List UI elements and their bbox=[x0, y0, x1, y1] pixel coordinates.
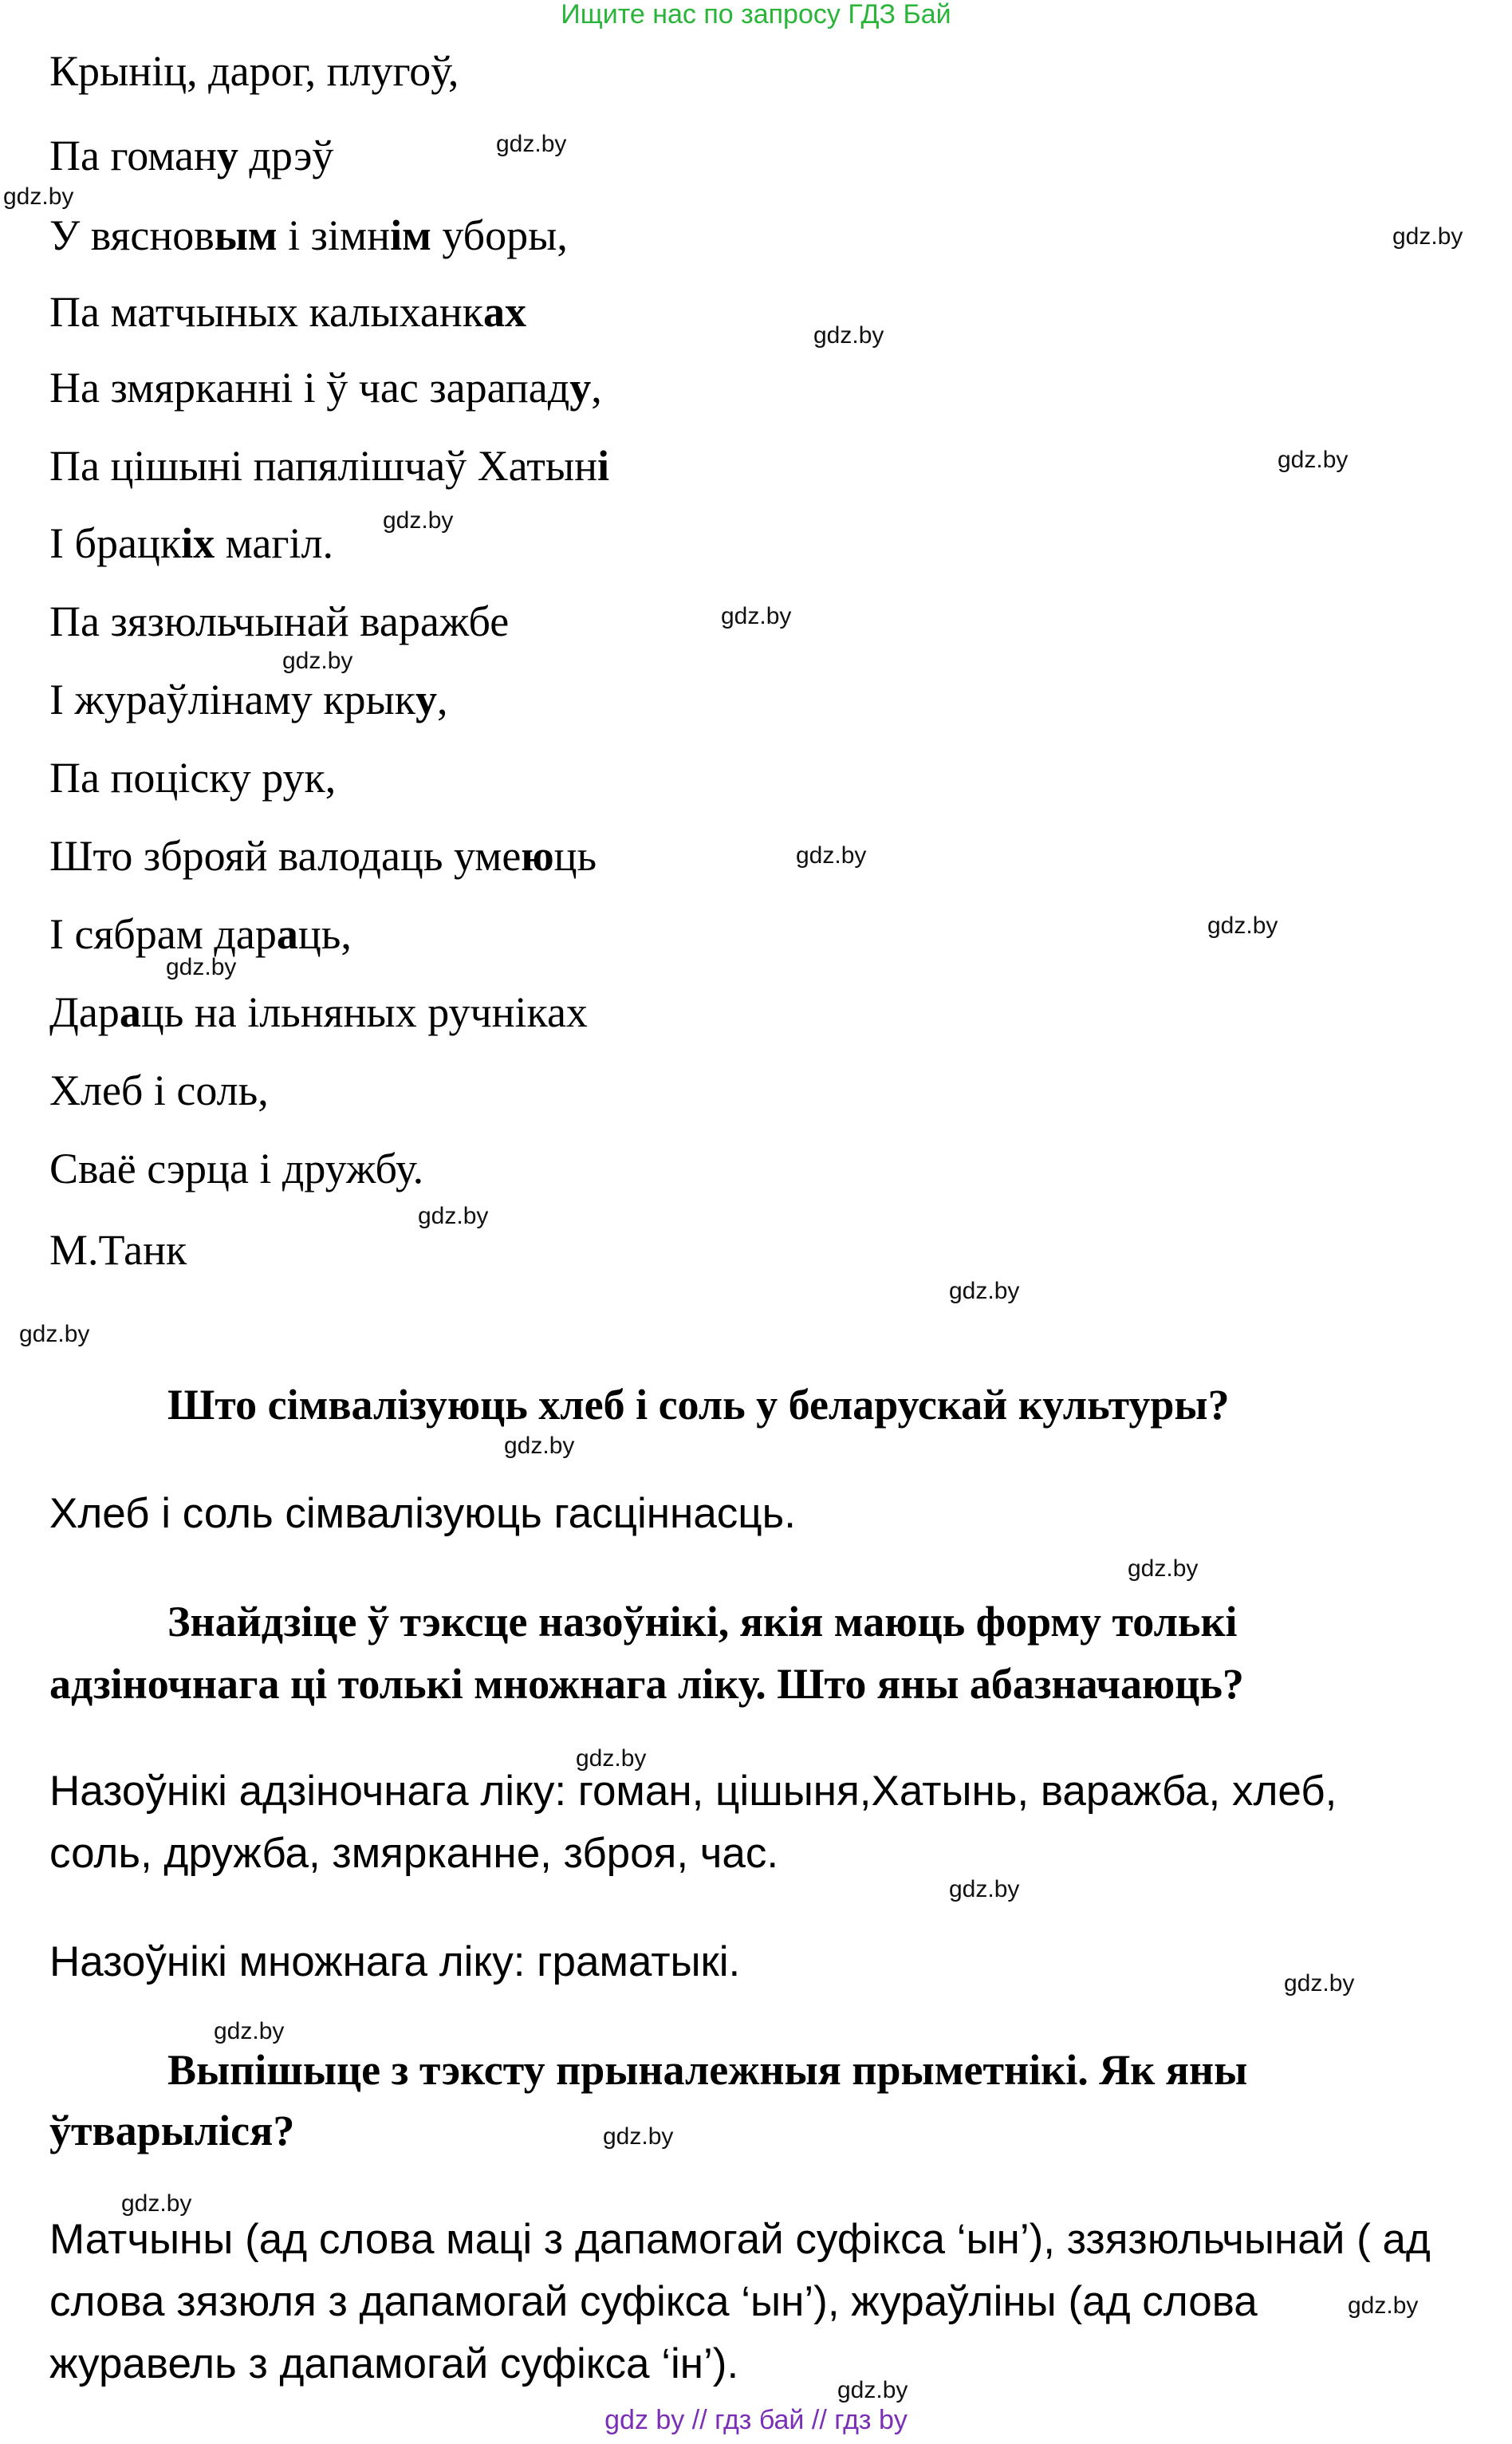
footer-links: gdz by // гдз бай // гдз by bbox=[604, 2405, 908, 2435]
poem-line: Сваё сэрца і дружбу. bbox=[49, 1145, 424, 1192]
watermark: gdz.by bbox=[504, 1433, 575, 1459]
poem-line: Дараць на ільняных ручніках bbox=[49, 988, 588, 1036]
watermark: gdz.by bbox=[949, 1278, 1020, 1304]
watermark: gdz.by bbox=[796, 842, 867, 869]
poem-line: І брацкіх магіл. bbox=[49, 519, 333, 567]
answer-2-plural: Назоўнікі множнага ліку: граматыкі. bbox=[49, 1938, 741, 1985]
watermark: gdz.by bbox=[603, 2123, 674, 2150]
watermark: gdz.by bbox=[496, 131, 567, 157]
question-2-line-2: адзіночнага ці толькі множнага ліку. Што яны абазначаюць? bbox=[49, 1660, 1244, 1708]
watermark: gdz.by bbox=[721, 603, 792, 629]
watermark: gdz.by bbox=[3, 183, 74, 210]
question-1: Што сімвалізуюць хлеб і соль у беларускай культуры? bbox=[167, 1381, 1230, 1429]
watermark: gdz.by bbox=[214, 2018, 285, 2044]
watermark: gdz.by bbox=[166, 954, 237, 980]
poem-line: На змярканні і ў час зарападу, bbox=[49, 364, 602, 412]
poem-line: І сябрам дараць, bbox=[49, 910, 352, 958]
watermark: gdz.by bbox=[383, 507, 454, 534]
watermark: gdz.by bbox=[1128, 1555, 1199, 1582]
search-banner: Ищите нас по запросу ГДЗ Бай bbox=[561, 0, 951, 30]
watermark: gdz.by bbox=[1284, 1970, 1355, 1997]
watermark: gdz.by bbox=[1348, 2292, 1419, 2319]
poem-line: Па поціску рук, bbox=[49, 754, 337, 802]
watermark: gdz.by bbox=[121, 2190, 192, 2217]
answer-1: Хлеб і соль сімвалізуюць гасціннасць. bbox=[49, 1490, 796, 1537]
poem-author: М.Танк bbox=[49, 1226, 187, 1274]
question-2-line-1: Знайдзіце ў тэксце назоўнікі, якія маюць форму толькі bbox=[167, 1598, 1238, 1646]
poem-line: Па матчыных калыханках bbox=[49, 288, 527, 336]
answer-2-singular-line-2: соль, дружба, змярканне, зброя, час. bbox=[49, 1830, 779, 1877]
watermark: gdz.by bbox=[837, 2377, 908, 2403]
poem-line: Хлеб і соль, bbox=[49, 1066, 269, 1114]
watermark: gdz.by bbox=[1207, 913, 1278, 939]
poem-line: У вясновым і зімнім уборы, bbox=[49, 211, 568, 259]
answer-2-singular-line-1: Назоўнікі адзіночнага ліку: гоман, цішыня,Хатынь, варажба, хлеб, bbox=[49, 1768, 1337, 1815]
answer-3-line-2: слова зязюля з дапамогай суфікса ‘ын’), жураўліны (ад слова bbox=[49, 2278, 1258, 2325]
watermark: gdz.by bbox=[1278, 447, 1349, 473]
answer-3-line-1: Матчыны (ад слова маці з дапамогай суфікса ‘ын’), ззязюльчынай ( ад bbox=[49, 2216, 1431, 2263]
watermark: gdz.by bbox=[576, 1745, 647, 1772]
poem-line: Што зброяй валодаць умеюць bbox=[49, 832, 597, 880]
poem-line: І жураўлінаму крыку, bbox=[49, 676, 448, 723]
poem-line: Па гоману дрэў bbox=[49, 132, 334, 179]
poem-line: Па зязюльчынай варажбе bbox=[49, 597, 510, 645]
question-3-line-1: Выпішыце з тэксту прыналежныя прыметнікі. Як яны bbox=[167, 2046, 1248, 2094]
question-3-line-2: ўтварыліся? bbox=[49, 2107, 295, 2154]
poem-line: Крыніц, дарог, плугоў, bbox=[49, 47, 459, 95]
watermark: gdz.by bbox=[19, 1321, 90, 1347]
watermark: gdz.by bbox=[1392, 223, 1463, 250]
watermark: gdz.by bbox=[282, 648, 353, 674]
poem-line: Па цішыні папялішчаў Хатыні bbox=[49, 442, 610, 490]
watermark: gdz.by bbox=[813, 322, 884, 349]
watermark: gdz.by bbox=[418, 1203, 489, 1229]
answer-3-line-3: журавель з дапамогай суфікса ‘ін’). bbox=[49, 2340, 739, 2387]
watermark: gdz.by bbox=[949, 1876, 1020, 1902]
